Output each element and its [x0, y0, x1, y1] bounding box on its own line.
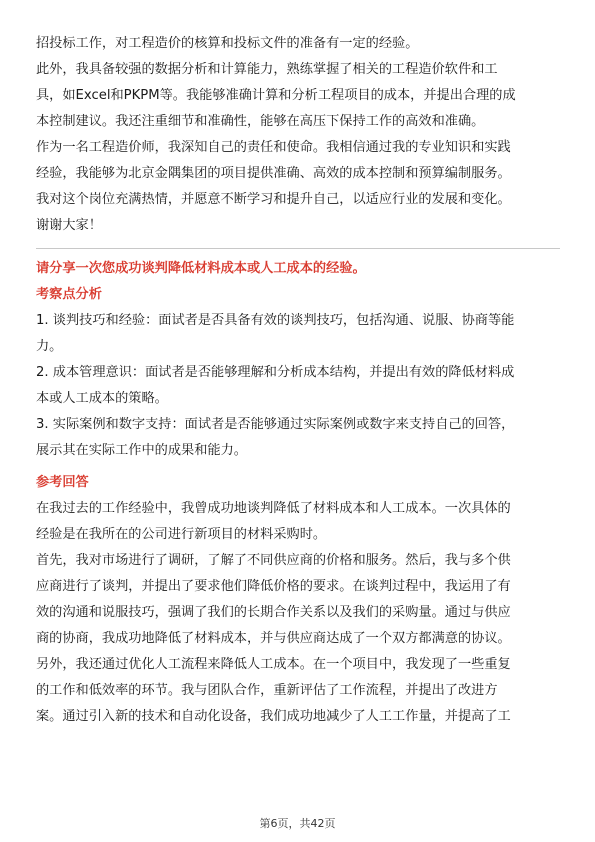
intro-line: 此外，我具备较强的数据分析和计算能力，熟练掌握了相关的工程造价软件和工	[36, 62, 498, 77]
answer-heading: 参考回答	[36, 475, 89, 490]
document-page	[36, 34, 560, 733]
section-divider	[36, 248, 560, 249]
answer-line: 应商进行了谈判，并提出了要求他们降低价格的要求。在谈判过程中，我运用了有	[36, 579, 511, 594]
answer-section	[36, 473, 560, 733]
analysis-section	[36, 285, 560, 467]
analysis-line: 本或人工成本的策略。	[36, 391, 168, 406]
intro-line: 具，如Excel和PKPM等。我能够准确计算和分析工程项目的成本，并提出合理的成	[36, 88, 516, 103]
intro-line: 我对这个岗位充满热情，并愿意不断学习和提升自己，以适应行业的发展和变化。	[36, 192, 511, 207]
answer-line: 另外，我还通过优化人工流程来降低人工成本。在一个项目中，我发现了一些重复	[36, 657, 511, 672]
intro-line: 谢谢大家！	[36, 218, 102, 233]
intro-line: 本控制建议。我还注重细节和准确性，能够在高压下保持工作的高效和准确。	[36, 114, 485, 129]
answer-line: 首先，我对市场进行了调研，了解了不同供应商的价格和服务。然后，我与多个供	[36, 553, 511, 568]
analysis-line: 1. 谈判技巧和经验：面试者是否具备有效的谈判技巧，包括沟通、说服、协商等能	[36, 313, 515, 328]
analysis-line: 2. 成本管理意识：面试者是否能够理解和分析成本结构，并提出有效的降低材料成	[36, 365, 515, 380]
analysis-line: 力。	[36, 339, 63, 354]
analysis-line: 3. 实际案例和数字支持：面试者是否能够通过实际案例或数字来支持自己的回答，	[36, 417, 515, 432]
answer-line: 案。通过引入新的技术和自动化设备，我们成功地减少了人工工作量，并提高了工	[36, 709, 511, 724]
interview-question: 请分享一次您成功谈判降低材料成本或人工成本的经验。	[36, 261, 366, 276]
answer-line: 效的沟通和说服技巧，强调了我们的长期合作关系以及我们的采购量。通过与供应	[36, 605, 511, 620]
answer-line: 商的协商，我成功地降低了材料成本，并与供应商达成了一个双方都满意的协议。	[36, 631, 511, 646]
intro-line: 经验，我能够为北京金隅集团的项目提供准确、高效的成本控制和预算编制服务。	[36, 166, 511, 181]
intro-section	[36, 34, 560, 242]
answer-line: 经验是在我所在的公司进行新项目的材料采购时。	[36, 527, 327, 542]
analysis-line: 展示其在实际工作中的成果和能力。	[36, 443, 247, 458]
intro-line: 招投标工作，对工程造价的核算和投标文件的准备有一定的经验。	[36, 36, 419, 51]
analysis-heading: 考察点分析	[36, 287, 102, 302]
answer-line: 的工作和低效率的环节。我与团队合作，重新评估了工作流程，并提出了改进方	[36, 683, 498, 698]
answer-line: 在我过去的工作经验中，我曾成功地谈判降低了材料成本和人工成本。一次具体的	[36, 501, 511, 516]
page-number: 第6页，共42页	[259, 817, 336, 830]
intro-line: 作为一名工程造价师，我深知自己的责任和使命。我相信通过我的专业知识和实践	[36, 140, 511, 155]
